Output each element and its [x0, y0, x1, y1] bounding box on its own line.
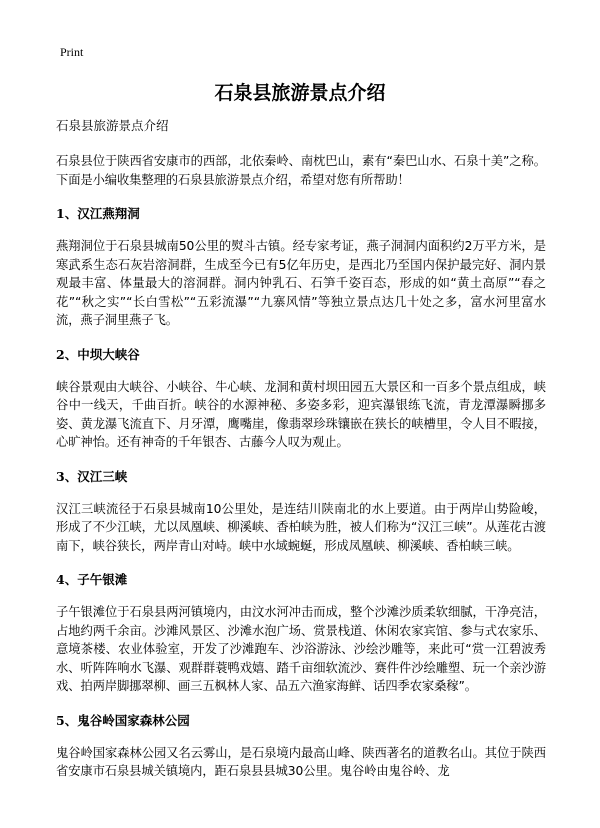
section-heading: 2、中坝大峡谷	[56, 346, 140, 362]
section-heading: 5、鬼谷岭国家森林公园	[56, 712, 190, 728]
section-paragraph: 鬼谷岭国家森林公园又名云雾山，是石泉境内最高山峰、陕西著名的道教名山。其位于陕西省安康市石泉县城关镇境内，距石泉县县城30公里。鬼谷岭由鬼谷岭、龙	[56, 745, 546, 778]
section-paragraph: 汉江三峡流径于石泉县城南10公里处，是连结川陕南北的水上要道。由于两岸山势险峻，形成了不少江峡，尤以凤凰峡、柳溪峡、香柏峡为胜，被人们称为“汉江三峡”。从莲花古渡南下，峡谷狭长，两岸青山对峙。峡中水域蜿蜒，形成凤凰峡、柳溪峡、香柏峡三峡。	[56, 501, 546, 553]
section-heading: 4、子午银滩	[56, 572, 128, 587]
section-4	[56, 571, 546, 696]
section-paragraph: 峡谷景观由大峡谷、小峡谷、牛心峡、龙洞和黄村坝田园五大景区和一百多个景点组成，峡谷中一线天，千曲百折。峡谷的水源神秘、多姿多彩，迎宾瀑银练飞流，青龙潭瀑瞬挪多姿、黄龙瀑飞流直下、月牙潭，鹰嘴崖，像翡翠珍珠镶嵌在狭长的峡槽里，令人目不暇接，心旷神怡。还有神奇的千年银杏、古藤今人叹为观止。	[56, 379, 546, 449]
section-paragraph: 燕翔洞位于石泉县城南50公里的熨斗古镇。经专家考证，燕子洞洞内面积约2万平方米，是寒武系生态石灰岩溶洞群，生成至今已有5亿年历史，是西北乃至国内保护最完好、洞内景观最丰富、体量最大的溶洞群。洞内钟乳石、石笋千姿百态，形成的如“黄土高原”“春之花”“秋之实”“长白雪松”“五彩流瀑”“九寨风情”等独立景点达几十处之多，富水河里富水流，燕子洞里燕子飞。	[56, 239, 546, 327]
section-3	[56, 468, 546, 556]
section-paragraph: 子午银滩位于石泉县两河镇境内，由汶水河冲击而成，整个沙滩沙质柔软细腻，干净亮洁，占地约两千余亩。沙滩风景区、沙滩水泡广场、赏景栈道、休闲农家宾馆、参与式农家乐、意境茶楼、农业体验室，开发了沙滩跑车、沙浴游泳、沙绘沙雕等，来此可“赏一江碧波秀水、听阵阵响水飞瀑、观群群蓑鸭戏嬉、踏千亩细软流沙、赛件件沙绘雕塑、玩一个亲沙游戏、拍两岸脚挪翠柳、画三五枫林人家、品五六渔家海鲜、话四季农家桑稼”。	[56, 605, 546, 693]
print-link[interactable]: Print	[60, 45, 84, 59]
article-subtitle: 石泉县旅游景点介绍	[56, 118, 169, 133]
section-1	[56, 205, 546, 330]
section-heading: 1、汉江燕翔洞	[56, 206, 140, 221]
article-title: 石泉县旅游景点介绍	[214, 82, 386, 104]
article-body	[56, 117, 546, 797]
section-2	[56, 346, 546, 452]
section-5	[56, 712, 546, 781]
intro-paragraph: 石泉县位于陕西省安康市的西部，北依秦岭、南枕巴山，素有“秦巴山水、石泉十美”之称。下面是小编收集整理的石泉县旅游景点介绍，希望对您有所帮助！	[56, 154, 546, 187]
section-heading: 3、汉江三峡	[56, 468, 128, 484]
